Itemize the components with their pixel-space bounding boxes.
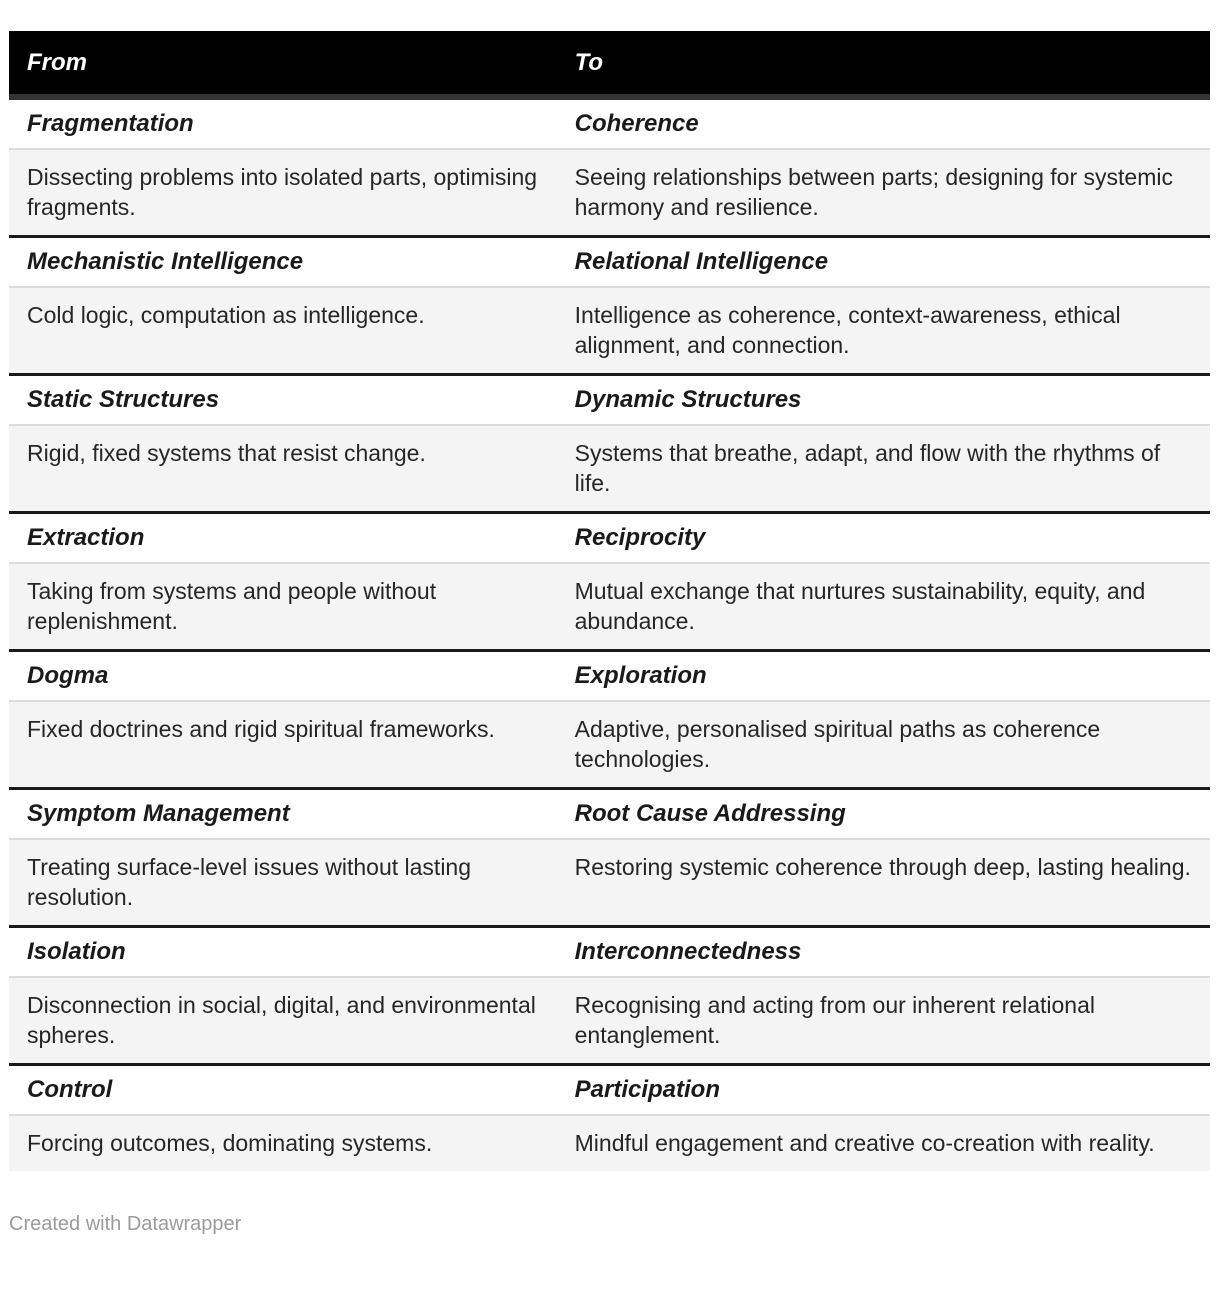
description-cell-from: Taking from systems and people without replenishment. xyxy=(9,563,557,651)
term-cell-to: Interconnectedness xyxy=(557,927,1210,978)
description-row xyxy=(9,977,1210,1065)
term-row xyxy=(9,1065,1210,1116)
term-row xyxy=(9,651,1210,702)
description-row xyxy=(9,425,1210,513)
description-row xyxy=(9,701,1210,789)
description-row xyxy=(9,563,1210,651)
description-cell-from: Rigid, fixed systems that resist change. xyxy=(9,425,557,513)
column-header-from: From xyxy=(9,31,557,97)
header-row xyxy=(9,31,1210,97)
description-cell-to: Seeing relationships between parts; designing for systemic harmony and resilience. xyxy=(557,149,1210,237)
from-to-table xyxy=(9,31,1210,1171)
term-cell-to: Coherence xyxy=(557,97,1210,149)
term-cell-from: Mechanistic Intelligence xyxy=(9,237,557,288)
term-cell-to: Dynamic Structures xyxy=(557,375,1210,426)
term-cell-from: Symptom Management xyxy=(9,789,557,840)
term-cell-to: Relational Intelligence xyxy=(557,237,1210,288)
term-row xyxy=(9,237,1210,288)
term-cell-to: Exploration xyxy=(557,651,1210,702)
description-cell-to: Recognising and acting from our inherent relational entanglement. xyxy=(557,977,1210,1065)
term-cell-from: Dogma xyxy=(9,651,557,702)
description-row xyxy=(9,839,1210,927)
column-header-to: To xyxy=(557,31,1210,97)
description-cell-to: Mutual exchange that nurtures sustainability, equity, and abundance. xyxy=(557,563,1210,651)
description-row xyxy=(9,1115,1210,1171)
term-cell-from: Extraction xyxy=(9,513,557,564)
description-row xyxy=(9,149,1210,237)
description-cell-to: Mindful engagement and creative co-creation with reality. xyxy=(557,1115,1210,1171)
term-cell-from: Fragmentation xyxy=(9,97,557,149)
table-body xyxy=(9,97,1210,1171)
description-cell-from: Forcing outcomes, dominating systems. xyxy=(9,1115,557,1171)
term-cell-from: Static Structures xyxy=(9,375,557,426)
term-cell-from: Control xyxy=(9,1065,557,1116)
description-cell-to: Systems that breathe, adapt, and flow with the rhythms of life. xyxy=(557,425,1210,513)
term-row xyxy=(9,97,1210,149)
term-row xyxy=(9,927,1210,978)
term-row xyxy=(9,375,1210,426)
description-cell-to: Intelligence as coherence, context-awareness, ethical alignment, and connection. xyxy=(557,287,1210,375)
description-cell-to: Adaptive, personalised spiritual paths as coherence technologies. xyxy=(557,701,1210,789)
term-cell-to: Participation xyxy=(557,1065,1210,1116)
term-cell-from: Isolation xyxy=(9,927,557,978)
description-cell-from: Cold logic, computation as intelligence. xyxy=(9,287,557,375)
description-row xyxy=(9,287,1210,375)
term-cell-to: Reciprocity xyxy=(557,513,1210,564)
description-cell-from: Disconnection in social, digital, and environmental spheres. xyxy=(9,977,557,1065)
term-cell-to: Root Cause Addressing xyxy=(557,789,1210,840)
description-cell-from: Dissecting problems into isolated parts, optimising fragments. xyxy=(9,149,557,237)
description-cell-from: Fixed doctrines and rigid spiritual frameworks. xyxy=(9,701,557,789)
description-cell-from: Treating surface-level issues without lasting resolution. xyxy=(9,839,557,927)
term-row xyxy=(9,789,1210,840)
term-row xyxy=(9,513,1210,564)
description-cell-to: Restoring systemic coherence through deep, lasting healing. xyxy=(557,839,1210,927)
datawrapper-credit-link[interactable]: Created with Datawrapper xyxy=(9,1213,242,1235)
